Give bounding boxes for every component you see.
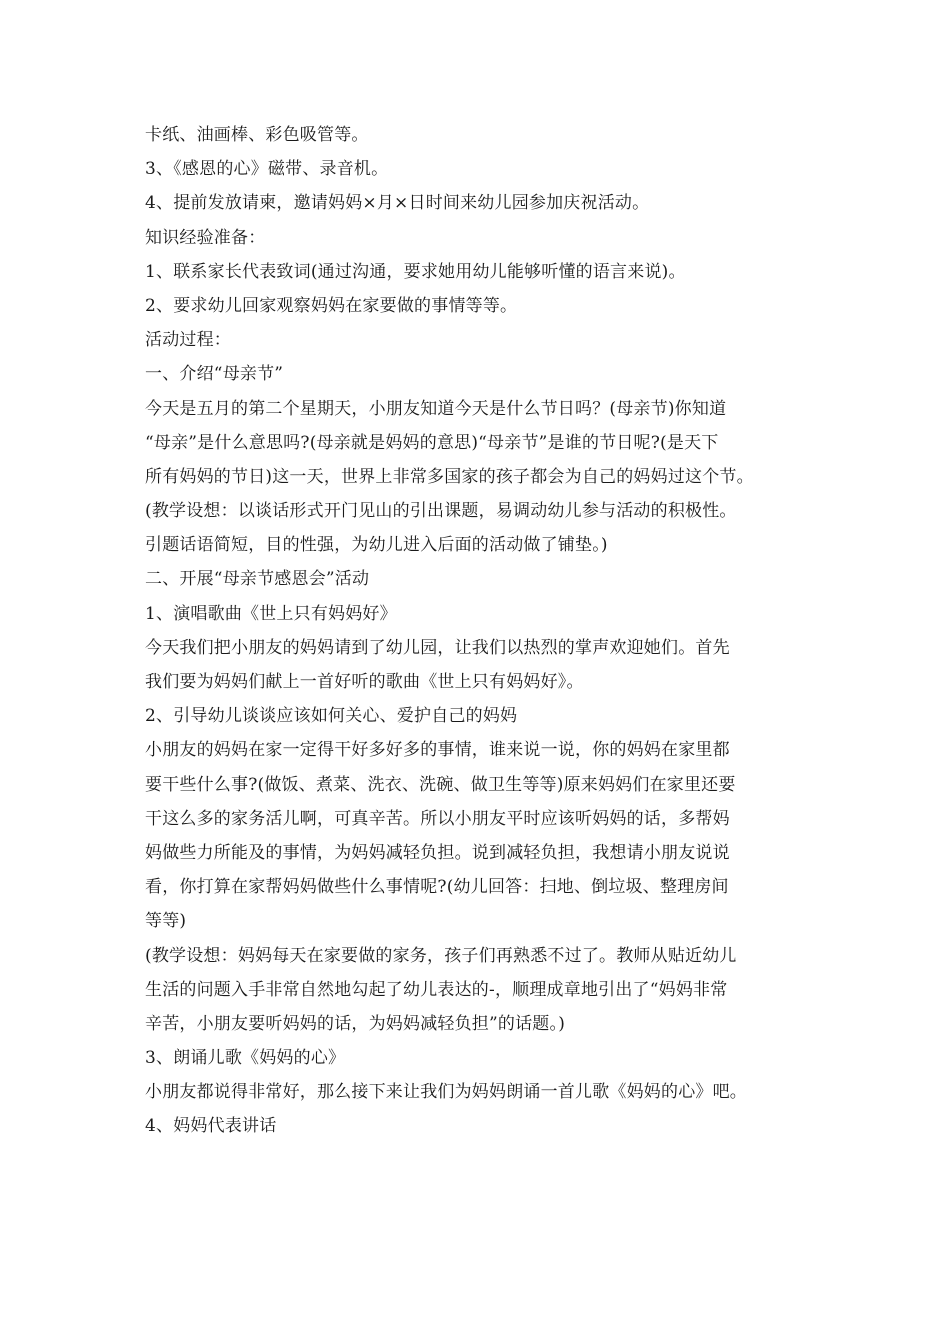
text-line: 所有妈妈的节日)这一天，世界上非常多国家的孩子都会为自己的妈妈过这个节。 xyxy=(145,466,754,487)
text-line: (教学设想：以谈话形式开门见山的引出课题，易调动幼儿参与活动的积极性。 xyxy=(145,501,737,522)
text-line: 看，你打算在家帮妈妈做些什么事情呢?(幼儿回答：扫地、倒垃圾、整理房间 xyxy=(145,877,729,898)
section-heading: 活动过程： xyxy=(145,330,231,351)
text-line: 4、提前发放请柬，邀请妈妈×月×日时间来幼儿园参加庆祝活动。 xyxy=(145,193,650,214)
subsection-heading: 3、朗诵儿歌《妈妈的心》 xyxy=(145,1048,346,1069)
text-line: (教学设想：妈妈每天在家要做的家务，孩子们再熟悉不过了。教师从贴近幼儿 xyxy=(145,945,737,966)
text-line: 生活的问题入手非常自然地勾起了幼儿表达的-，顺理成章地引出了“妈妈非常 xyxy=(145,979,728,1000)
text-line: 卡纸、油画棒、彩色吸管等。 xyxy=(145,125,369,145)
text-line: 3、《感恩的心》磁带、录音机。 xyxy=(145,159,389,180)
text-line: 今天我们把小朋友的妈妈请到了幼儿园，让我们以热烈的掌声欢迎她们。首先 xyxy=(145,637,730,658)
text-line: 干这么多的家务活儿啊，可真辛苦。所以小朋友平时应该听妈妈的话，多帮妈 xyxy=(145,808,730,829)
document-body xyxy=(145,118,815,1144)
section-heading: 一、介绍“母亲节” xyxy=(145,364,284,385)
text-line: 要干些什么事?(做饭、煮菜、洗衣、洗碗、做卫生等等)原来妈妈们在家里还要 xyxy=(145,774,736,795)
text-line: 小朋友都说得非常好，那么接下来让我们为妈妈朗诵一首儿歌《妈妈的心》吧。 xyxy=(145,1082,747,1103)
subsection-heading: 2、引导幼儿谈谈应该如何关心、爱护自己的妈妈 xyxy=(145,706,518,727)
text-line: 小朋友的妈妈在家一定得干好多好多的事情，谁来说一说，你的妈妈在家里都 xyxy=(145,740,730,761)
text-line: 2、要求幼儿回家观察妈妈在家要做的事情等等。 xyxy=(145,295,518,316)
text-line: 1、联系家长代表致词(通过沟通，要求她用幼儿能够听懂的语言来说)。 xyxy=(145,261,686,282)
text-line: 我们要为妈妈们献上一首好听的歌曲《世上只有妈妈好》。 xyxy=(145,672,584,692)
section-heading: 知识经验准备： xyxy=(145,227,266,248)
section-heading: 二、开展“母亲节感恩会”活动 xyxy=(145,569,370,590)
text-line: 等等) xyxy=(145,911,187,932)
subsection-heading: 1、演唱歌曲《世上只有妈妈好》 xyxy=(145,603,397,624)
subsection-heading: 4、妈妈代表讲话 xyxy=(145,1116,277,1137)
text-line: 今天是五月的第二个星期天，小朋友知道今天是什么节日吗？(母亲节)你知道 xyxy=(145,398,727,419)
text-line: “母亲”是什么意思吗?(母亲就是妈妈的意思)“母亲节”是谁的节日呢?(是天下 xyxy=(145,432,719,453)
text-line: 引题话语简短，目的性强，为幼儿进入后面的活动做了铺垫。) xyxy=(145,535,608,556)
text-line: 辛苦，小朋友要听妈妈的话，为妈妈减轻负担”的话题。) xyxy=(145,1013,566,1034)
text-line: 妈做些力所能及的事情，为妈妈减轻负担。说到减轻负担，我想请小朋友说说 xyxy=(145,842,730,863)
